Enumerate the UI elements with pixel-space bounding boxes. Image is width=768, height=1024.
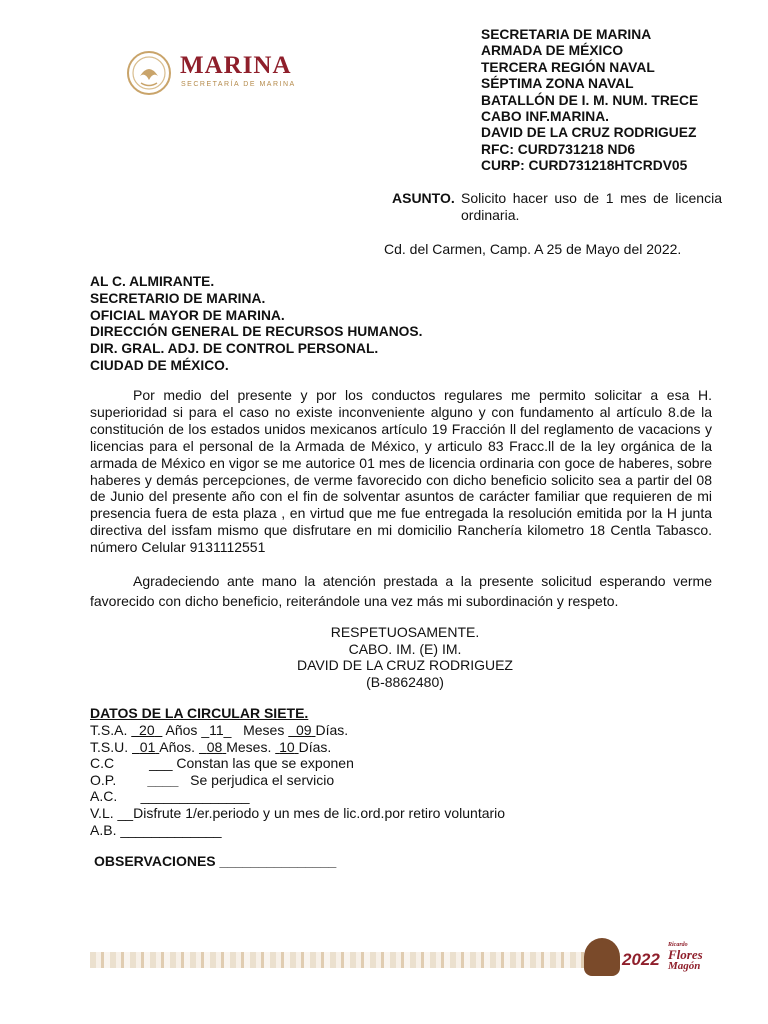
vl-text: Disfrute 1/er.periodo y un mes de lic.ord.por retiro voluntario <box>133 804 506 821</box>
observations-label: OBSERVACIONES <box>94 853 216 869</box>
recipients-block <box>90 274 422 375</box>
portrait-icon <box>584 938 620 976</box>
op-text: Se perjudica el servicio <box>190 771 335 788</box>
logo-wordmark: MARINA <box>180 52 292 79</box>
ac-row <box>90 788 505 805</box>
signature-line: DAVID DE LA CRUZ RODRIGUEZ <box>297 657 513 674</box>
subject-label: ASUNTO. <box>392 190 455 206</box>
op-row <box>90 772 505 789</box>
tsa-months-label: Meses <box>243 722 285 738</box>
recipient-line: DIRECCIÓN GENERAL DE RECURSOS HUMANOS. <box>90 324 423 340</box>
footer-2022-logo <box>584 936 714 980</box>
signature-line: (B-8862480) <box>366 673 444 690</box>
signature-line: CABO. IM. (E) IM. <box>348 640 462 657</box>
signature-block <box>250 624 560 690</box>
vl-label: V.L. <box>90 804 114 821</box>
body-paragraph-2: Agradeciendo ante mano la atención prestada a la presente solicitud esperando verme favorecido con dicho beneficio, reiterándole una vez más mi subordinación y respeto. <box>90 573 712 609</box>
ac-blank: ______________ <box>140 788 250 805</box>
header-line: BATALLÓN DE I. M. NUM. TRECE <box>481 92 699 108</box>
header-line: TERCERA REGIÓN NAVAL <box>481 59 655 75</box>
subject-text: Solicito hacer uso de 1 mes de licencia ordinaria. <box>461 190 722 223</box>
tsu-days-label: Días. <box>298 738 332 755</box>
header-line: SECRETARIA DE MARINA <box>481 27 652 42</box>
vl-blank: __ <box>117 804 134 821</box>
logo-subtitle: SECRETARÍA DE MARINA <box>181 81 296 88</box>
tsu-years-label: Años. <box>159 738 196 755</box>
marina-logo <box>126 50 316 96</box>
tsa-days-label: Días. <box>315 722 349 738</box>
tsu-days: 10 <box>279 738 295 755</box>
circular-title: DATOS DE LA CIRCULAR SIETE. <box>90 705 309 721</box>
cc-label: C.C <box>90 755 115 772</box>
ac-label: A.C. <box>90 788 118 805</box>
footer-decorative-band <box>90 952 584 968</box>
cc-row <box>90 755 505 772</box>
place-date: Cd. del Carmen, Camp. A 25 de Mayo del 2022. <box>384 241 682 257</box>
header-line: RFC: CURD731218 ND6 <box>481 141 636 157</box>
recipient-line: CIUDAD DE MÉXICO. <box>90 357 229 373</box>
tsu-years: 01 <box>139 738 156 755</box>
eagle-seal-icon <box>126 50 172 96</box>
footer-name: Ricardo Flores Magón <box>668 942 703 972</box>
observations-blank: _______________ <box>219 853 337 869</box>
tsu-months: 08 <box>206 738 223 755</box>
recipient-line: OFICIAL MAYOR DE MARINA. <box>90 307 285 323</box>
op-blank: ____ <box>147 771 179 788</box>
cc-text: Constan las que se exponen <box>176 755 354 772</box>
observations <box>94 853 336 869</box>
tsa-years-label: Años <box>165 722 198 738</box>
recipient-line: AL C. ALMIRANTE. <box>90 274 215 289</box>
header-line: SÉPTIMA ZONA NAVAL <box>481 76 634 92</box>
header-line: CABO INF.MARINA. <box>481 109 609 125</box>
tsa-days: 09 <box>296 722 312 738</box>
header-line: ARMADA DE MÉXICO <box>481 43 624 59</box>
signature-line: RESPETUOSAMENTE. <box>330 624 480 640</box>
header-line: DAVID DE LA CRUZ RODRIGUEZ <box>481 125 697 141</box>
body-paragraph-1: Por medio del presente y por los conductos regulares me permito solicitar a esa H. superioridad si para el caso no existe inconveniente alguno y con fundamento al artículo 8.de la constitución de los estados unidos mexicanos artículo 19 Fracción ll del reglamento de vacacions y licencias para el personal de la Armada de México, y articulo 83 Fracc.ll de la ley orgánica de la armada de México en vigor se me autorice 01 mes de licencia ordinaria con goce de haberes, sobre haberes y demás percepciones, de verme favorecido con dicho beneficio solicito sea a partir del 08 de Junio del presente año con el fin de solventar asuntos de carácter familiar que requieren de mi presencia fuera de esta plaza , en virtud que me fue entregada la resolución emitida por la H junta directiva del issfam mismo que disfrutare en mi domicilio Ranchería kilometro 18 Centla Tabasco. número Celular 9131112551 <box>90 387 712 556</box>
footer-year: 2022 <box>622 950 660 969</box>
circular-data <box>90 722 505 838</box>
op-label: O.P. <box>90 771 117 788</box>
tsa-months: _11_ <box>201 722 232 738</box>
ab-row <box>90 822 505 839</box>
tsa-label: T.S.A. <box>90 722 128 738</box>
ab-label: A.B. <box>90 821 117 838</box>
tsa-row <box>90 722 505 739</box>
tsu-months-label: Meses. <box>226 738 272 755</box>
cc-blank: ___ <box>149 755 173 772</box>
vl-row <box>90 805 505 822</box>
tsa-years: 20 <box>139 722 155 738</box>
sender-header <box>481 27 761 175</box>
tsu-row <box>90 739 505 756</box>
ab-blank: _____________ <box>120 821 222 838</box>
tsu-label: T.S.U. <box>90 738 129 755</box>
recipient-line: DIR. GRAL. ADJ. DE CONTROL PERSONAL. <box>90 341 379 357</box>
recipient-line: SECRETARIO DE MARINA. <box>90 290 266 306</box>
header-line: CURP: CURD731218HTCRDV05 <box>481 158 688 174</box>
